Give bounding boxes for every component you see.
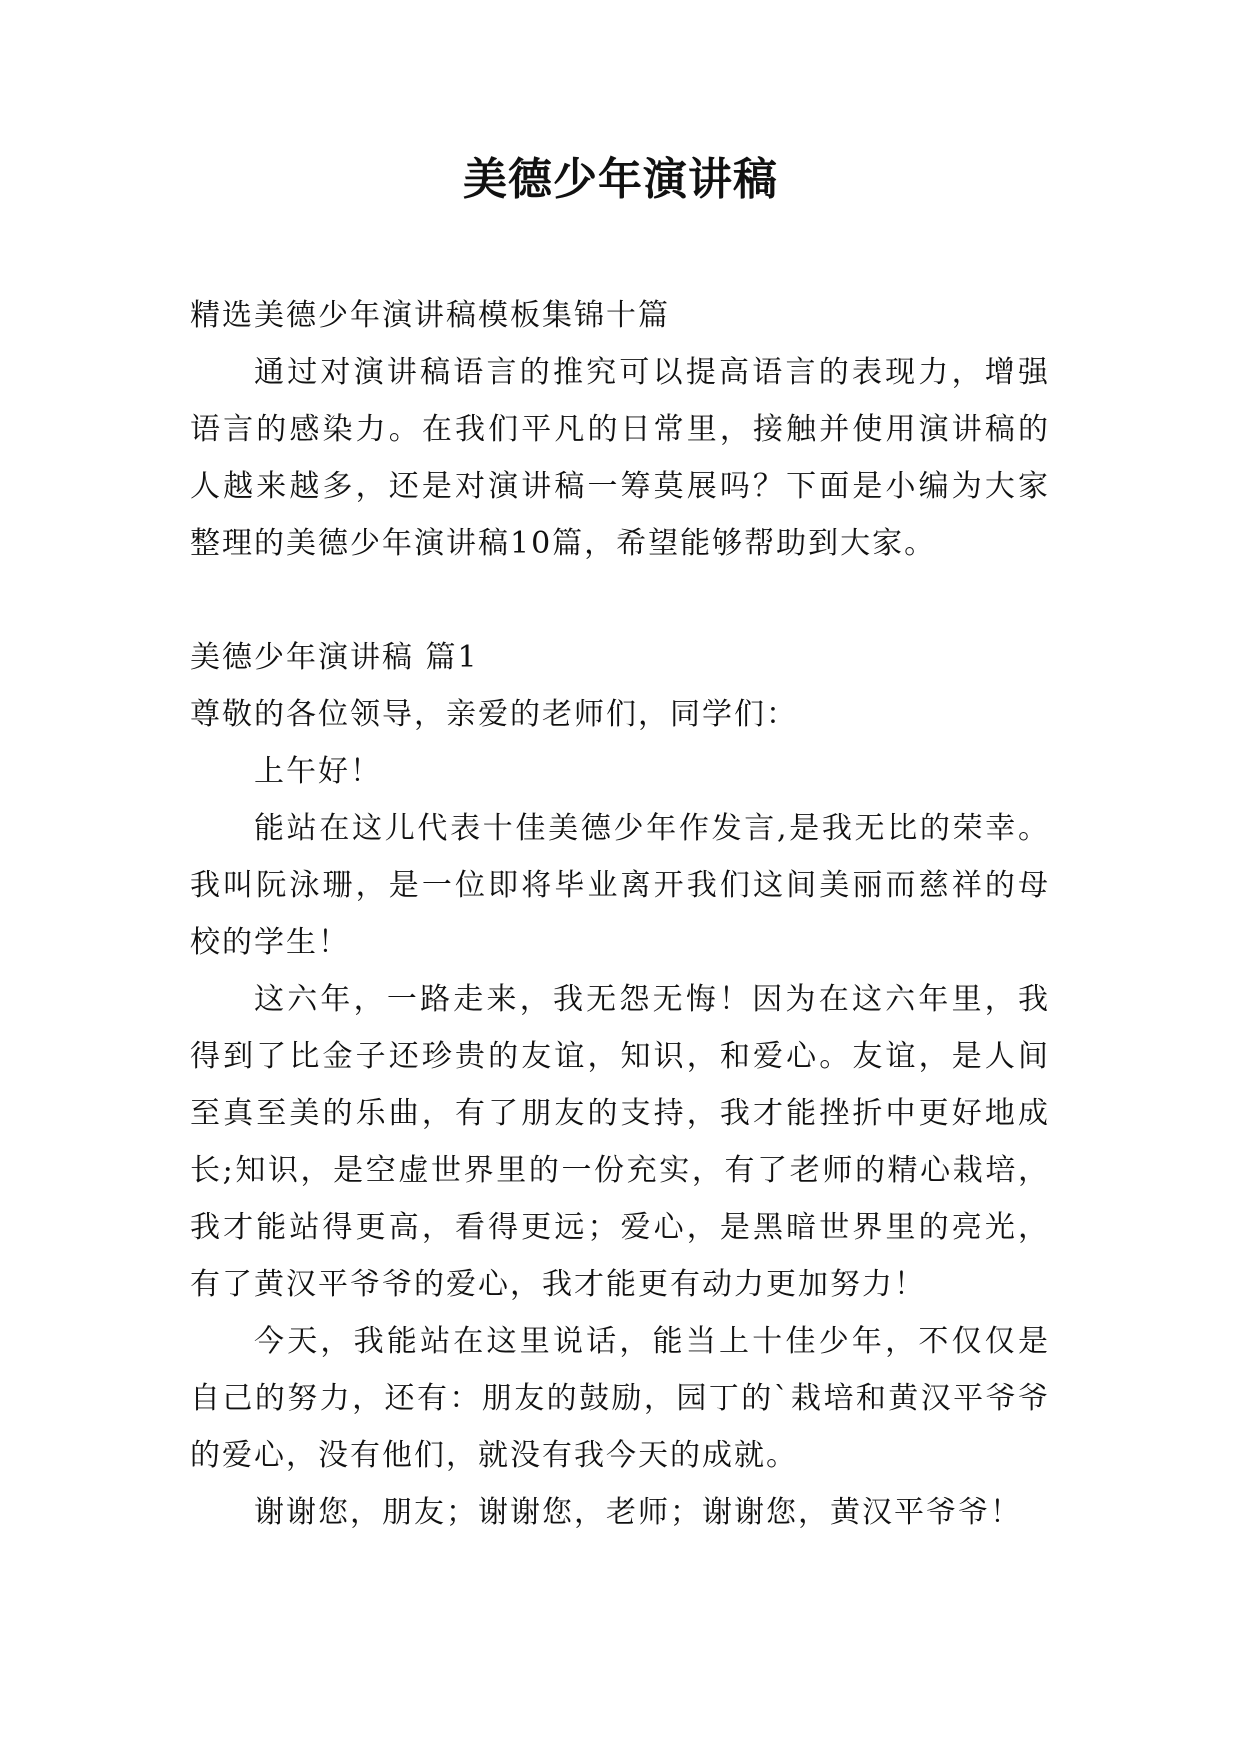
greeting: 上午好！: [254, 754, 382, 789]
body-paragraph: 这六年，一路走来，我无怨无悔！因为在这六年里，我得到了比金子还珍贵的友谊，知识，和爱心。友谊，是人间至真至美的乐曲，有了朋友的支持，我才能挫折中更好地成长;知识，是空虚世界里的一份充实，有了老师的精心栽培，我才能站得更高，看得更远；爱心，是黑暗世界里的亮光，有了黄汉平爷爷的爱心，我才能更有动力更加努力！: [190, 982, 1050, 1302]
salutation: 尊敬的各位领导，亲爱的老师们，同学们：: [190, 697, 798, 732]
intro-paragraph: 通过对演讲稿语言的推究可以提高语言的表现力，增强语言的感染力。在我们平凡的日常里，接触并使用演讲稿的人越来越多，还是对演讲稿一筹莫展吗？下面是小编为大家整理的美德少年演讲稿10篇，希望能够帮助到大家。: [190, 355, 1050, 561]
body-paragraph: 能站在这儿代表十佳美德少年作发言,是我无比的荣幸。我叫阮泳珊，是一位即将毕业离开我们这间美丽而慈祥的母校的学生！: [190, 811, 1050, 960]
section-heading: 美德少年演讲稿 篇1: [190, 640, 479, 675]
body-paragraph: 今天，我能站在这里说话，能当上十佳少年，不仅仅是自己的努力，还有：朋友的鼓励，园丁的`栽培和黄汉平爷爷的爱心，没有他们，就没有我今天的成就。: [190, 1324, 1050, 1473]
body-paragraph: 谢谢您，朋友；谢谢您，老师；谢谢您，黄汉平爷爷！: [254, 1495, 1022, 1530]
document-title: 美德少年演讲稿: [463, 154, 778, 205]
section-spacer: [190, 572, 1050, 629]
document-body: [190, 287, 1050, 1541]
document-subtitle: 精选美德少年演讲稿模板集锦十篇: [190, 298, 670, 333]
